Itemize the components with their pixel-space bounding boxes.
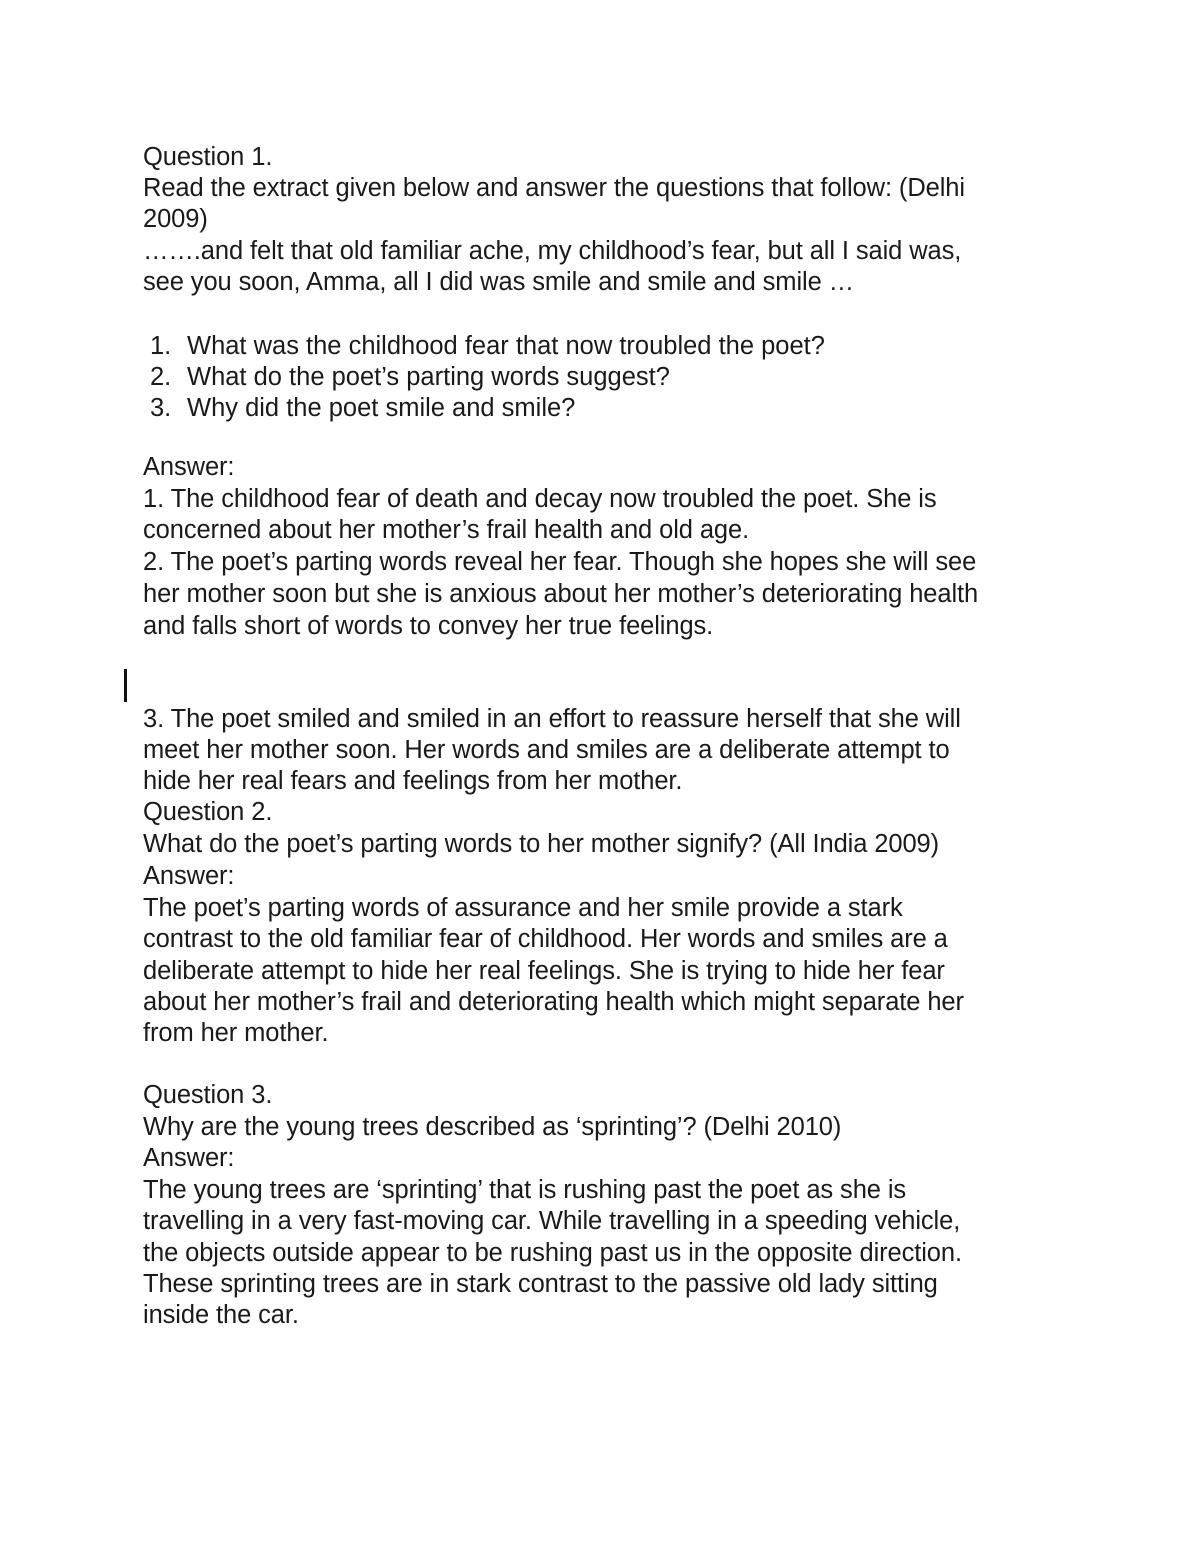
extract-line: see you soon, Amma, all I did was smile and smile and smile … bbox=[143, 268, 855, 296]
answer-line: contrast to the old familiar fear of childhood. Her words and smiles are a bbox=[143, 925, 948, 953]
answer-line: concerned about her mother’s frail health and old age. bbox=[143, 516, 750, 544]
answer-line: meet her mother soon. Her words and smiles are a deliberate attempt to bbox=[143, 736, 950, 764]
answer-line: 2. The poet’s parting words reveal her fear. Though she hopes she will see bbox=[143, 548, 977, 576]
answer-line: 3. The poet smiled and smiled in an effort to reassure herself that she will bbox=[143, 705, 961, 733]
answer-label: Answer: bbox=[143, 1144, 235, 1172]
sub-question-item bbox=[150, 362, 670, 393]
sub-question-item bbox=[150, 331, 825, 362]
answer-line: about her mother’s frail and deteriorating health which might separate her bbox=[143, 988, 964, 1016]
sub-question-text: What was the childhood fear that now troubled the poet? bbox=[187, 332, 825, 360]
answer-line: deliberate attempt to hide her real feelings. She is trying to hide her fear bbox=[143, 957, 945, 985]
question-1-heading: Question 1. bbox=[143, 143, 273, 171]
question-2-heading: Question 2. bbox=[143, 798, 273, 826]
answer-label: Answer: bbox=[143, 862, 235, 890]
extract-line: …….and felt that old familiar ache, my childhood’s fear, but all I said was, bbox=[143, 237, 962, 265]
answer-line: from her mother. bbox=[143, 1019, 329, 1047]
question-2-text: What do the poet’s parting words to her mother signify? (All India 2009) bbox=[143, 830, 940, 858]
answer-line: the objects outside appear to be rushing past us in the opposite direction. bbox=[143, 1239, 962, 1267]
answer-line: The poet’s parting words of assurance and her smile provide a stark bbox=[143, 894, 903, 922]
sub-question-item bbox=[150, 393, 575, 424]
answer-label: Answer: bbox=[143, 453, 235, 481]
answer-line: 1. The childhood fear of death and decay now troubled the poet. She is bbox=[143, 485, 937, 513]
question-3-heading: Question 3. bbox=[143, 1081, 273, 1109]
sub-question-number: 3. bbox=[150, 394, 172, 422]
text-cursor bbox=[124, 669, 127, 702]
sub-question-text: Why did the poet smile and smile? bbox=[187, 394, 576, 422]
question-1-instruction-cont: 2009) bbox=[143, 205, 208, 233]
sub-question-text: What do the poet’s parting words suggest? bbox=[187, 363, 670, 391]
answer-line: her mother soon but she is anxious about her mother’s deteriorating health bbox=[143, 580, 979, 608]
question-3-text: Why are the young trees described as ‘sprinting’? (Delhi 2010) bbox=[143, 1113, 842, 1141]
question-1-instruction: Read the extract given below and answer the questions that follow: (Delhi bbox=[143, 174, 965, 202]
answer-line: The young trees are ‘sprinting’ that is rushing past the poet as she is bbox=[143, 1176, 907, 1204]
sub-question-number: 2. bbox=[150, 363, 172, 391]
answer-line: These sprinting trees are in stark contrast to the passive old lady sitting bbox=[143, 1270, 938, 1298]
sub-question-number: 1. bbox=[150, 332, 172, 360]
answer-line: travelling in a very fast-moving car. While travelling in a speeding vehicle, bbox=[143, 1207, 961, 1235]
answer-line: hide her real fears and feelings from her mother. bbox=[143, 767, 683, 795]
answer-line: inside the car. bbox=[143, 1301, 299, 1329]
answer-line: and falls short of words to convey her true feelings. bbox=[143, 612, 714, 640]
